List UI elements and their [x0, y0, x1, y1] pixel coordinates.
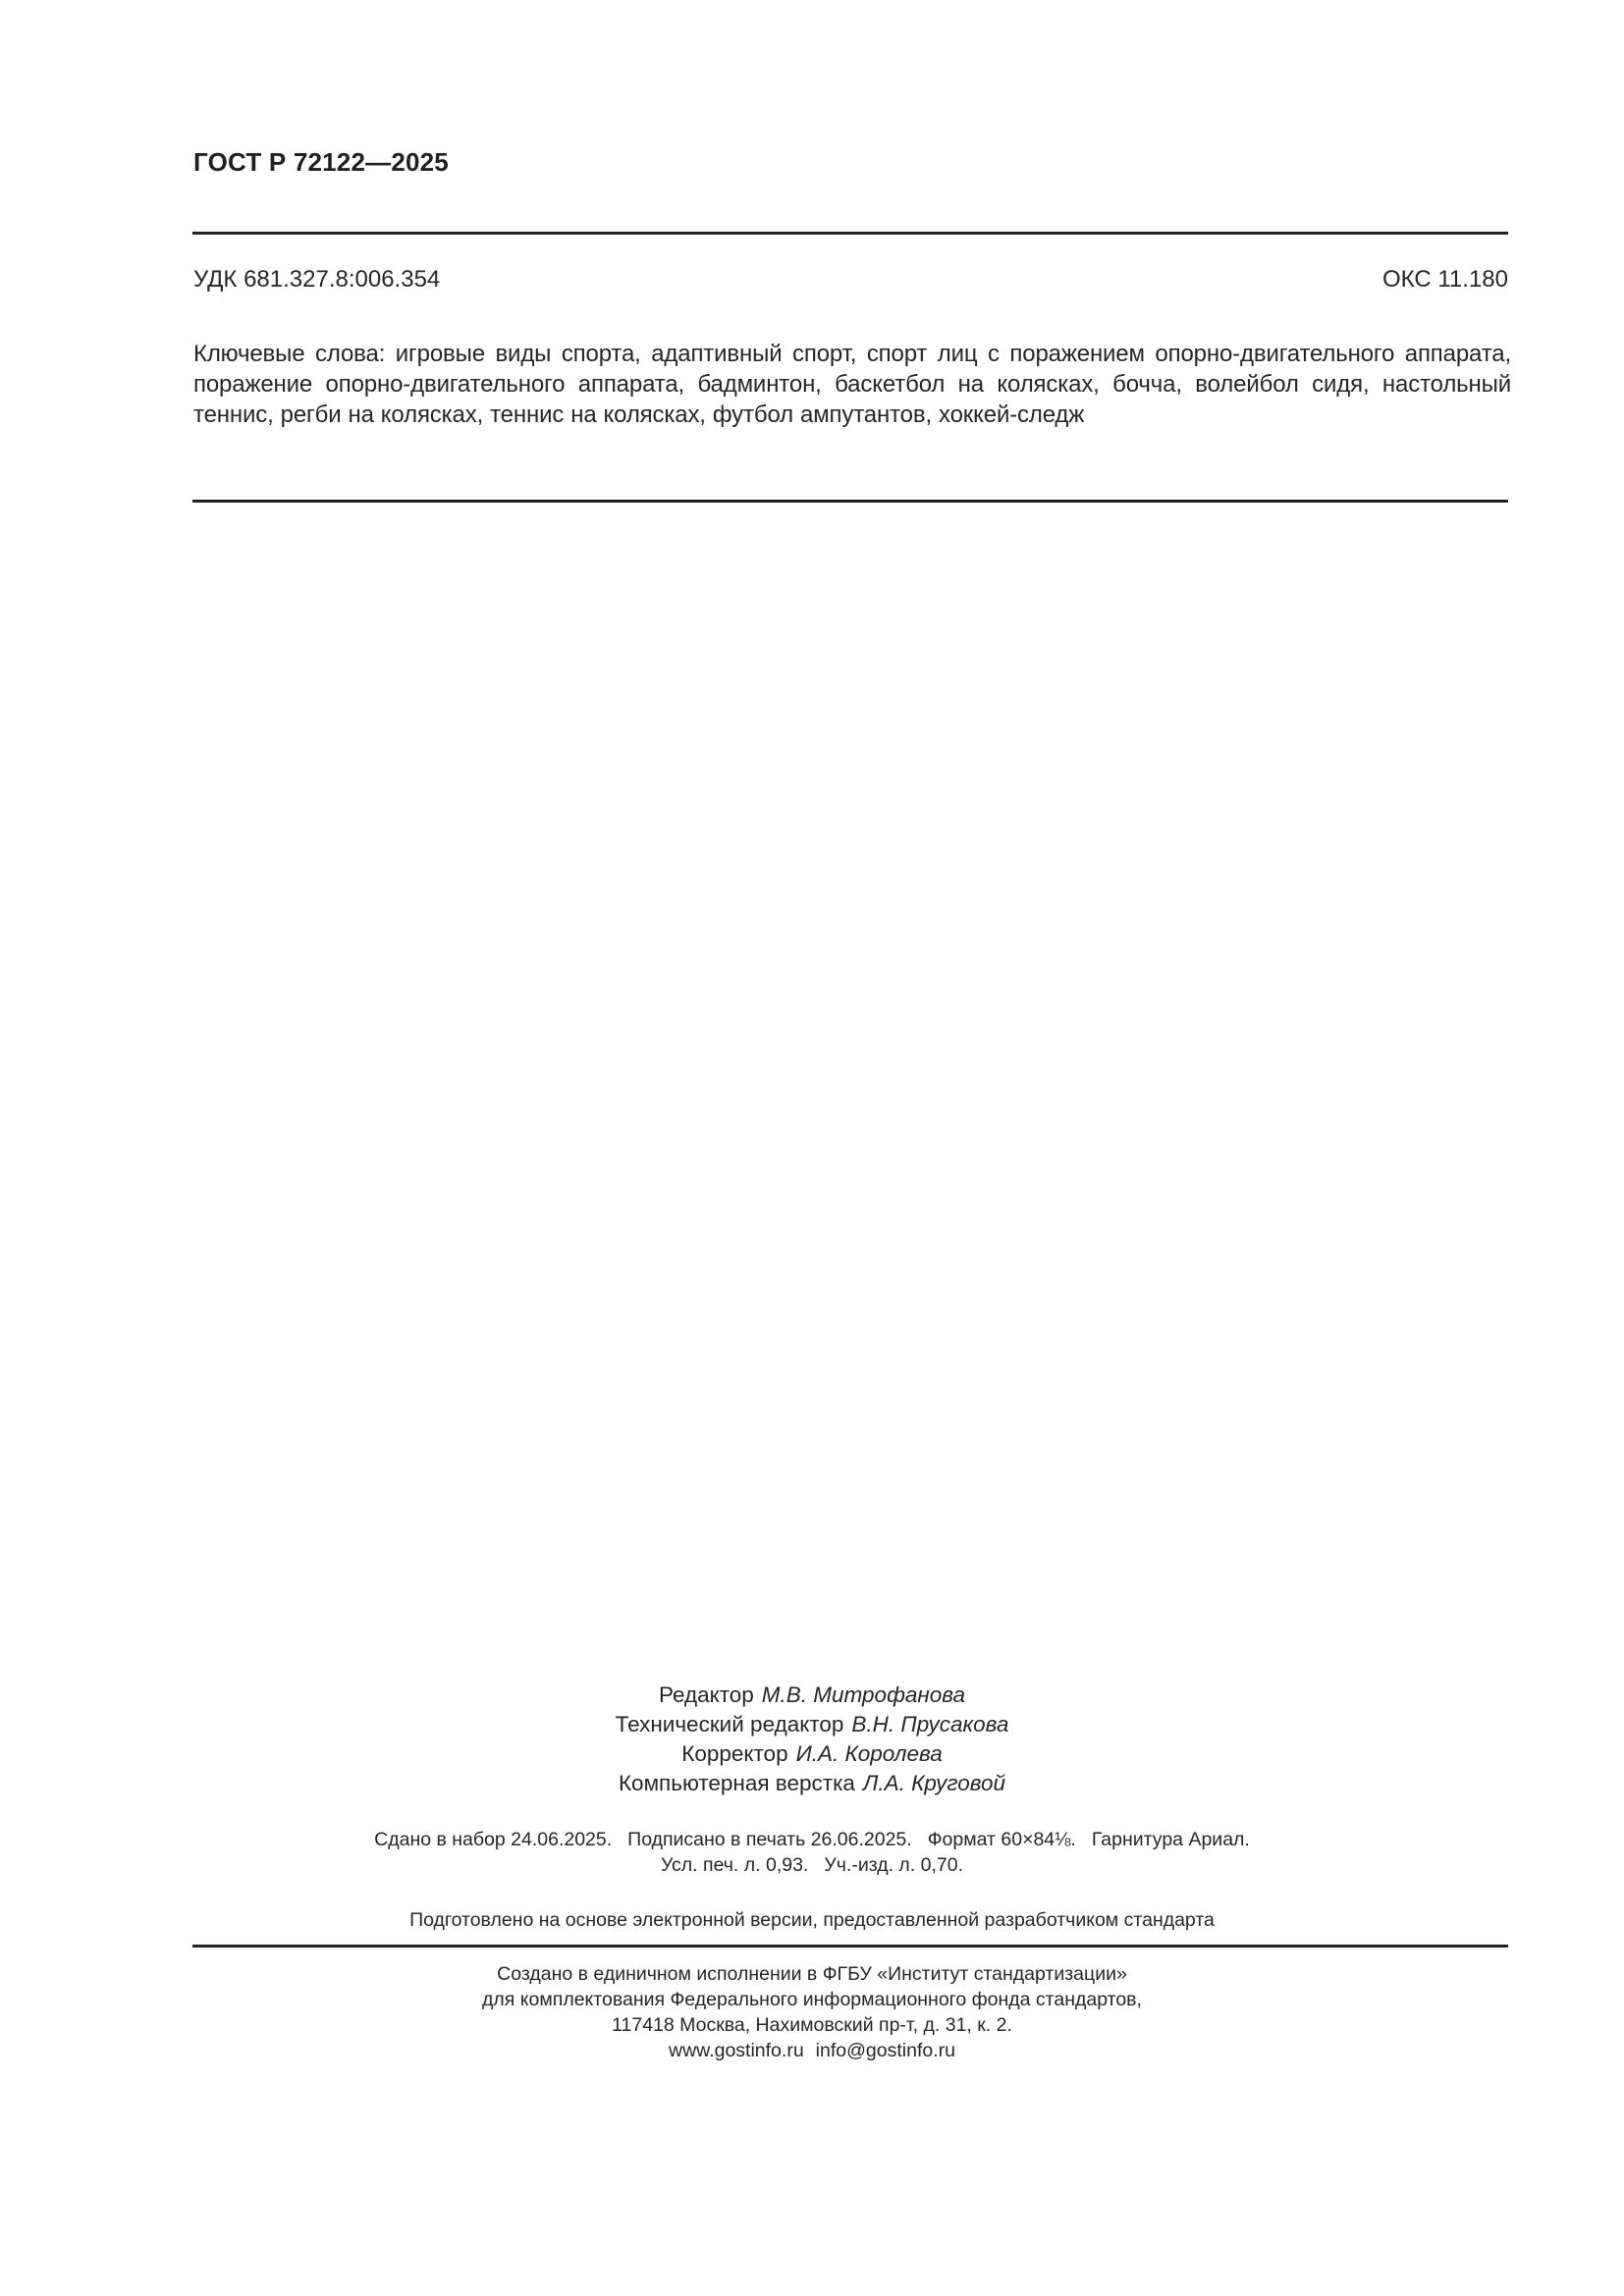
- credit-tech-editor: [0, 1710, 1624, 1739]
- imprint-line-2: [0, 1852, 1624, 1878]
- signed-date: Подписано в печать 26.06.2025.: [627, 1829, 912, 1850]
- imprint-info: [0, 1827, 1624, 1878]
- credit-editor: [0, 1681, 1624, 1710]
- credit-role: Технический редактор: [615, 1712, 844, 1736]
- credit-name: Л.А. Круговой: [862, 1771, 1006, 1795]
- footer-divider: [192, 1945, 1508, 1948]
- top-divider: [192, 232, 1508, 235]
- imprint-line-1: [0, 1827, 1624, 1852]
- credit-name: В.Н. Прусакова: [851, 1712, 1009, 1736]
- keywords-paragraph: [193, 339, 1511, 430]
- publisher-line-2: для комплектования Федерального информационного фонда стандартов,: [482, 1989, 1142, 2010]
- paper-format: Формат 60×84⅛.: [927, 1829, 1076, 1850]
- publisher-line-1: Создано в единичном исполнении в ФГБУ «Институт стандартизации»: [497, 1963, 1127, 1985]
- typeface: Гарнитура Ариал.: [1091, 1829, 1250, 1850]
- website-link[interactable]: www.gostinfo.ru: [669, 2040, 804, 2061]
- publisher-info: [0, 1961, 1624, 2063]
- publishing-sheets: Уч.-изд. л. 0,70.: [824, 1854, 964, 1876]
- keywords-text: Ключевые слова: игровые виды спорта, адаптивный спорт, спорт лиц с поражением опорно-двигательного аппарата, поражение опорно-двигательного аппарата, бадминтон, баскетбол на колясках, бочча, волейбол сидя, настольный теннис, регби на колясках, теннис на колясках, футбол ампутантов, хоккей-следж: [193, 341, 1511, 428]
- udc-code: УДК 681.327.8:006.354: [193, 266, 441, 293]
- credit-role: Редактор: [658, 1682, 754, 1707]
- standard-id: ГОСТ Р 72122—2025: [193, 147, 449, 177]
- typeset-date: Сдано в набор 24.06.2025.: [374, 1829, 613, 1850]
- print-sheets: Усл. печ. л. 0,93.: [660, 1854, 809, 1876]
- credit-name: М.В. Митрофанова: [761, 1682, 966, 1707]
- credit-role: Компьютерная верстка: [618, 1771, 855, 1795]
- editorial-credits: [0, 1681, 1624, 1798]
- prepared-note: Подготовлено на основе электронной версии, предоставленной разработчиком стандарта: [409, 1909, 1215, 1931]
- email-link[interactable]: info@gostinfo.ru: [815, 2040, 955, 2061]
- publisher-contacts: [0, 2038, 1624, 2063]
- classification-row: [193, 266, 1508, 294]
- credit-role: Корректор: [681, 1741, 788, 1766]
- credit-name: И.А. Королева: [795, 1741, 943, 1766]
- publisher-address: 117418 Москва, Нахимовский пр-т, д. 31, к. 2.: [612, 2014, 1012, 2036]
- credit-layout: [0, 1769, 1624, 1798]
- keywords-divider: [192, 500, 1508, 503]
- oks-code: ОКС 11.180: [1381, 266, 1508, 293]
- credit-proofreader: [0, 1739, 1624, 1769]
